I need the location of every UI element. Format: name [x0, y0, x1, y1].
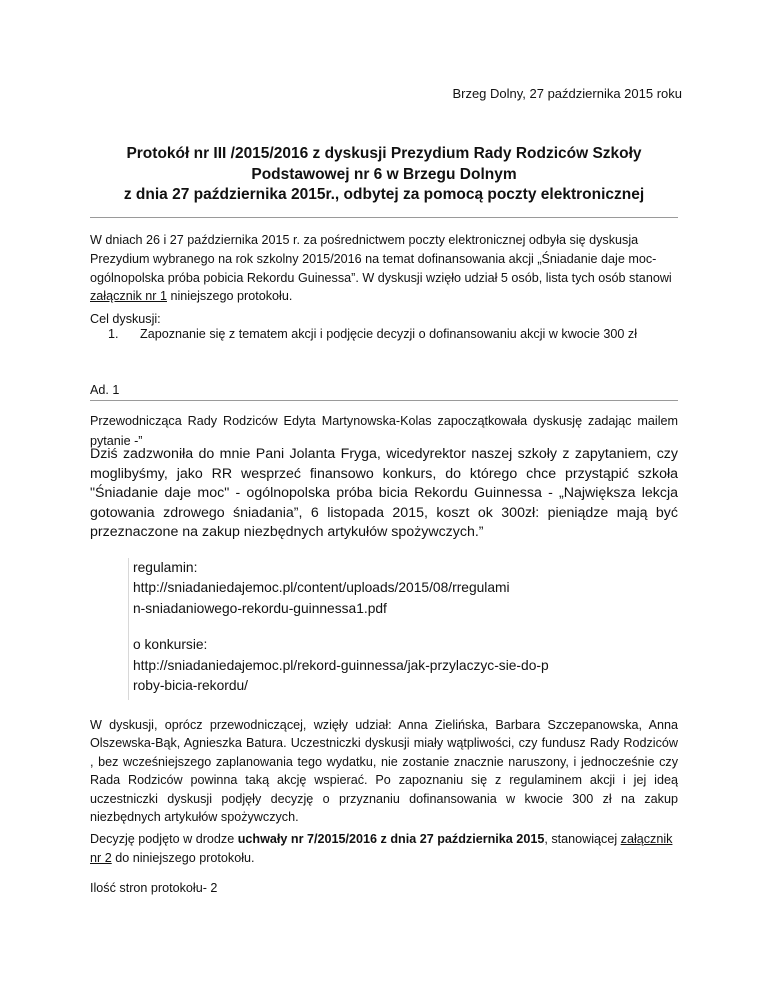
title-line-1: Protokół nr III /2015/2016 z dyskusji Prezydium Rady Rodziców Szkoły — [126, 145, 642, 162]
decision-paragraph — [90, 830, 678, 868]
title-line-3: z dnia 27 października 2015r., odbytej za pomocą poczty elektronicznej — [123, 186, 645, 203]
ad-heading: Ad. 1 — [90, 383, 120, 397]
ad-divider — [90, 400, 678, 401]
decision-text-3: do niniejszego protokołu. — [111, 850, 255, 865]
attachment-2-reference: załącznik nr 2 — [90, 832, 673, 865]
quoted-email-text: Dziś zadzwoniła do mnie Pani Jolanta Fryga, wicedyrektor naszej szkoły z zapytaniem, czy moglibyśmy, jako RR wesprzeć finansowo konkurs, do którego chce przystąpić szkoła "Śniadanie daje moc" - ogólnopolska próba bicia Rekordu Guinnessa - „Największa lekcja gotowania zdrowego śniadania”, 6 listopada 2015, koszt ok 300zł: pieniądze mają być przeznaczone na zakup niezbędnych artykułów spożywczych.” — [90, 446, 678, 541]
goal-list-item — [108, 327, 678, 341]
decision-text-1: Decyzję podjęto w drodze — [90, 832, 238, 846]
attachment-1-reference: załącznik nr 1 — [90, 289, 167, 304]
quoted-email — [90, 445, 678, 543]
konkurs-block — [133, 635, 633, 696]
regulamin-block — [133, 558, 633, 619]
intro-text-2: niniejszego protokołu. — [167, 289, 293, 304]
decision-text-2: , stanowiącej — [544, 832, 621, 846]
intro-text-1: W dniach 26 i 27 października 2015 r. za pośrednictwem poczty elektronicznej odbyła się dyskusja Prezydium wybranego na rok szkolny 2015/2016 na temat dofinansowania akcji „Śniadanie daje moc-ogólnopolska próba pobicia Rekordu Guinessa”. W dyskusji wzięło udział 5 osób, lista tych osób stanowi — [90, 233, 672, 285]
dateline: Brzeg Dolny, 27 października 2015 roku — [452, 86, 682, 101]
links-block — [128, 558, 633, 700]
discussion-paragraph: W dyskusji, oprócz przewodniczącej, wzięły udział: Anna Zielińska, Barbara Szczepanowska, Anna Olszewska-Bąk, Agnieszka Batura. Uczestniczki dyskusji miały wątpliwości, czy fundusz Rady Rodziców , bez wcześniejszego zaplanowania tego wydatku, nie zostanie znacznie naruszony, i jednocześnie czy Rada Rodziców powinna taką akcję wspierać. Po zapoznaniu się z regulaminem akcji i jej ideą uczestniczki dyskusji podjęły decyzję o przyznaniu dofinansowania w kwocie 300 zł na zakup niezbędnych artykułów spożywczych. — [90, 718, 678, 825]
intro-paragraph — [90, 231, 678, 306]
konkurs-label: o konkursie: — [133, 637, 208, 653]
konkurs-url[interactable]: http://sniadaniedajemoc.pl/rekord-guinnessa/jak-przylaczyc-sie-do-proby-bicia-rekordu/ — [133, 657, 549, 694]
regulamin-url[interactable]: http://sniadaniedajemoc.pl/content/uploads/2015/08/rregulamin-sniadaniowego-rekordu-guinnessa1.pdf — [133, 580, 510, 616]
page-count: Ilość stron protokołu- 2 — [90, 881, 218, 895]
title-divider — [90, 217, 678, 218]
goal-item-text: Zapoznanie się z tematem akcji i podjęcie decyzji o dofinansowaniu akcji w kwocie 300 zł — [140, 327, 638, 341]
goal-label: Cel dyskusji: — [90, 312, 161, 326]
regulamin-label: regulamin: — [133, 560, 198, 575]
document-title — [90, 144, 678, 206]
title-line-2: Podstawowej nr 6 w Brzegu Dolnym — [251, 165, 517, 183]
ad-intro: Przewodnicząca Rady Rodziców Edyta Martynowska-Kolas zapoczątkowała dyskusję zadając mailem pytanie -” — [90, 414, 678, 448]
goal-item-number: 1. — [108, 327, 119, 341]
resolution-reference: uchwały nr 7/2015/2016 z dnia 27 października 2015 — [237, 832, 545, 846]
